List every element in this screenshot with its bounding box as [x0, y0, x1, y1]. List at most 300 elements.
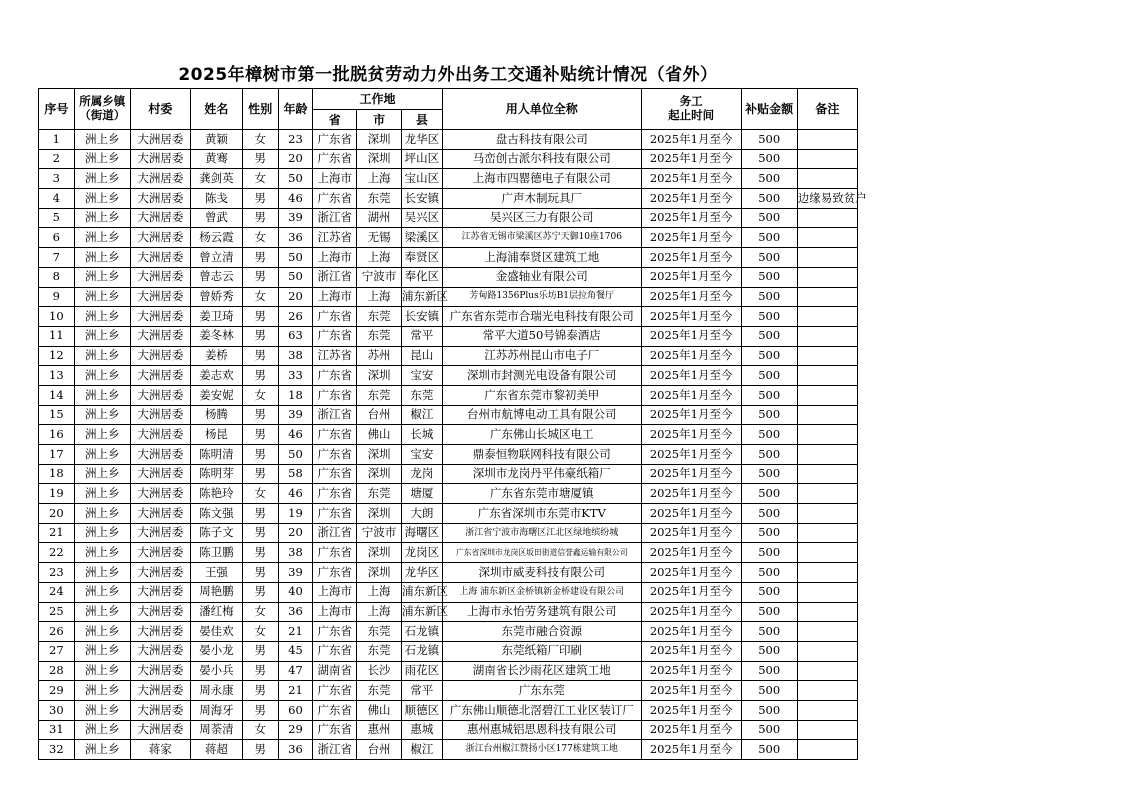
header-village: 村委 — [130, 89, 190, 130]
table-row — [39, 425, 858, 445]
cell-period: 2025年1月至今 — [641, 740, 741, 760]
cell-gender: 男 — [242, 346, 278, 366]
cell-name: 龚剑英 — [190, 169, 242, 189]
header-workplace: 工作地 — [313, 89, 443, 110]
cell-remark — [797, 425, 857, 445]
cell-village: 大洲居委 — [130, 602, 190, 622]
table-row — [39, 484, 858, 504]
cell-age: 39 — [278, 563, 313, 583]
cell-name: 王强 — [190, 563, 242, 583]
cell-subsidy: 500 — [741, 543, 797, 563]
cell-age: 46 — [278, 189, 313, 209]
cell-city: 上海 — [357, 287, 402, 307]
cell-province: 湖南省 — [313, 661, 357, 681]
cell-age: 18 — [278, 385, 313, 405]
cell-employer: 东莞纸箱厂印刷 — [442, 641, 641, 661]
cell-town: 洲上乡 — [74, 720, 130, 740]
cell-city: 台州 — [357, 740, 402, 760]
cell-name: 曾娇秀 — [190, 287, 242, 307]
cell-subsidy: 500 — [741, 169, 797, 189]
cell-gender: 男 — [242, 307, 278, 327]
cell-county: 石龙镇 — [402, 622, 443, 642]
cell-name: 曾武 — [190, 208, 242, 228]
cell-age: 39 — [278, 208, 313, 228]
header-employer: 用人单位全称 — [442, 89, 641, 130]
cell-gender: 男 — [242, 464, 278, 484]
cell-remark — [797, 602, 857, 622]
cell-city: 宁波市 — [357, 267, 402, 287]
cell-town: 洲上乡 — [74, 228, 130, 248]
cell-subsidy: 500 — [741, 189, 797, 209]
cell-county: 常平 — [402, 681, 443, 701]
cell-employer: 广东省深圳市龙岗区坂田街道信誉鑫运输有限公司 — [442, 543, 641, 563]
cell-village: 大洲居委 — [130, 228, 190, 248]
cell-period: 2025年1月至今 — [641, 149, 741, 169]
cell-age: 46 — [278, 425, 313, 445]
cell-county: 塘厦 — [402, 484, 443, 504]
cell-county: 浦东新区 — [402, 602, 443, 622]
cell-village: 大洲居委 — [130, 681, 190, 701]
cell-age: 20 — [278, 149, 313, 169]
cell-employer: 广声木制玩具厂 — [442, 189, 641, 209]
cell-period: 2025年1月至今 — [641, 661, 741, 681]
table-row — [39, 326, 858, 346]
cell-subsidy: 500 — [741, 563, 797, 583]
cell-age: 21 — [278, 681, 313, 701]
cell-seq: 32 — [39, 740, 75, 760]
table-row — [39, 700, 858, 720]
cell-county: 宝安 — [402, 445, 443, 465]
cell-subsidy: 500 — [741, 130, 797, 150]
cell-remark — [797, 740, 857, 760]
cell-remark — [797, 248, 857, 268]
table-row — [39, 248, 858, 268]
cell-province: 广东省 — [313, 149, 357, 169]
cell-town: 洲上乡 — [74, 445, 130, 465]
cell-village: 大洲居委 — [130, 267, 190, 287]
cell-gender: 女 — [242, 228, 278, 248]
cell-town: 洲上乡 — [74, 425, 130, 445]
cell-remark — [797, 681, 857, 701]
cell-remark — [797, 464, 857, 484]
cell-town: 洲上乡 — [74, 563, 130, 583]
cell-village: 大洲居委 — [130, 346, 190, 366]
cell-city: 深圳 — [357, 543, 402, 563]
cell-seq: 19 — [39, 484, 75, 504]
cell-period: 2025年1月至今 — [641, 641, 741, 661]
cell-county: 长城 — [402, 425, 443, 445]
cell-period: 2025年1月至今 — [641, 602, 741, 622]
cell-subsidy: 500 — [741, 267, 797, 287]
cell-subsidy: 500 — [741, 307, 797, 327]
cell-province: 广东省 — [313, 681, 357, 701]
cell-province: 广东省 — [313, 720, 357, 740]
cell-employer: 广东省东莞市黎初美甲 — [442, 385, 641, 405]
cell-city: 东莞 — [357, 622, 402, 642]
table-row — [39, 602, 858, 622]
cell-employer: 上海市四罂德电子有限公司 — [442, 169, 641, 189]
cell-county: 龙华区 — [402, 563, 443, 583]
cell-city: 深圳 — [357, 504, 402, 524]
cell-seq: 2 — [39, 149, 75, 169]
cell-province: 广东省 — [313, 464, 357, 484]
cell-employer: 深圳市龙岗丹平伟豪纸箱厂 — [442, 464, 641, 484]
cell-city: 惠州 — [357, 720, 402, 740]
cell-town: 洲上乡 — [74, 622, 130, 642]
cell-seq: 30 — [39, 700, 75, 720]
cell-city: 无锡 — [357, 228, 402, 248]
cell-province: 广东省 — [313, 641, 357, 661]
cell-subsidy: 500 — [741, 425, 797, 445]
table-row — [39, 169, 858, 189]
cell-seq: 18 — [39, 464, 75, 484]
cell-village: 大洲居委 — [130, 543, 190, 563]
cell-province: 广东省 — [313, 130, 357, 150]
cell-city: 深圳 — [357, 563, 402, 583]
cell-seq: 10 — [39, 307, 75, 327]
page-title: 2025年樟树市第一批脱贫劳动力外出务工交通补贴统计情况（省外） — [178, 65, 718, 85]
cell-age: 50 — [278, 169, 313, 189]
header-gender: 性别 — [242, 89, 278, 130]
cell-age: 19 — [278, 504, 313, 524]
cell-town: 洲上乡 — [74, 307, 130, 327]
cell-seq: 22 — [39, 543, 75, 563]
cell-name: 陈明清 — [190, 445, 242, 465]
cell-remark — [797, 307, 857, 327]
cell-village: 大洲居委 — [130, 189, 190, 209]
cell-city: 东莞 — [357, 385, 402, 405]
cell-county: 奉贤区 — [402, 248, 443, 268]
cell-county: 长安镇 — [402, 307, 443, 327]
cell-town: 洲上乡 — [74, 405, 130, 425]
table-row — [39, 681, 858, 701]
cell-province: 广东省 — [313, 484, 357, 504]
cell-name: 姜卫琦 — [190, 307, 242, 327]
cell-village: 大洲居委 — [130, 641, 190, 661]
cell-town: 洲上乡 — [74, 189, 130, 209]
cell-gender: 男 — [242, 366, 278, 386]
cell-age: 21 — [278, 622, 313, 642]
header-county: 县 — [402, 110, 443, 130]
cell-seq: 28 — [39, 661, 75, 681]
cell-village: 大洲居委 — [130, 622, 190, 642]
cell-gender: 女 — [242, 484, 278, 504]
cell-subsidy: 500 — [741, 602, 797, 622]
cell-gender: 男 — [242, 189, 278, 209]
table-row — [39, 130, 858, 150]
cell-remark — [797, 208, 857, 228]
cell-name: 陈明芽 — [190, 464, 242, 484]
cell-age: 46 — [278, 484, 313, 504]
cell-period: 2025年1月至今 — [641, 484, 741, 504]
table-row — [39, 523, 858, 543]
cell-province: 广东省 — [313, 543, 357, 563]
cell-subsidy: 500 — [741, 504, 797, 524]
cell-name: 黄骞 — [190, 149, 242, 169]
cell-period: 2025年1月至今 — [641, 504, 741, 524]
cell-seq: 11 — [39, 326, 75, 346]
cell-gender: 男 — [242, 700, 278, 720]
cell-subsidy: 500 — [741, 405, 797, 425]
cell-age: 40 — [278, 582, 313, 602]
cell-gender: 女 — [242, 385, 278, 405]
cell-subsidy: 500 — [741, 523, 797, 543]
table-row — [39, 405, 858, 425]
cell-seq: 25 — [39, 602, 75, 622]
cell-subsidy: 500 — [741, 208, 797, 228]
cell-city: 上海 — [357, 602, 402, 622]
cell-employer: 马峦创古派尔科技有限公司 — [442, 149, 641, 169]
cell-remark — [797, 130, 857, 150]
cell-subsidy: 500 — [741, 740, 797, 760]
cell-seq: 21 — [39, 523, 75, 543]
cell-age: 39 — [278, 405, 313, 425]
cell-name: 晏小龙 — [190, 641, 242, 661]
cell-county: 海曙区 — [402, 523, 443, 543]
cell-province: 浙江省 — [313, 523, 357, 543]
cell-employer: 广东佛山顺德北滘碧江工业区装订厂 — [442, 700, 641, 720]
cell-province: 浙江省 — [313, 267, 357, 287]
cell-period: 2025年1月至今 — [641, 326, 741, 346]
cell-seq: 29 — [39, 681, 75, 701]
cell-city: 东莞 — [357, 641, 402, 661]
cell-period: 2025年1月至今 — [641, 130, 741, 150]
cell-age: 50 — [278, 445, 313, 465]
cell-seq: 12 — [39, 346, 75, 366]
cell-county: 椒江 — [402, 405, 443, 425]
table-row — [39, 149, 858, 169]
cell-seq: 17 — [39, 445, 75, 465]
cell-gender: 女 — [242, 622, 278, 642]
cell-town: 洲上乡 — [74, 661, 130, 681]
cell-period: 2025年1月至今 — [641, 582, 741, 602]
cell-age: 33 — [278, 366, 313, 386]
table-row — [39, 661, 858, 681]
cell-county: 宝山区 — [402, 169, 443, 189]
cell-age: 36 — [278, 740, 313, 760]
cell-city: 深圳 — [357, 366, 402, 386]
header-period: 务工 起止时间 — [641, 89, 741, 130]
cell-province: 浙江省 — [313, 740, 357, 760]
cell-city: 东莞 — [357, 307, 402, 327]
cell-period: 2025年1月至今 — [641, 228, 741, 248]
cell-name: 姜安妮 — [190, 385, 242, 405]
cell-city: 东莞 — [357, 326, 402, 346]
cell-town: 洲上乡 — [74, 484, 130, 504]
cell-gender: 男 — [242, 582, 278, 602]
cell-village: 大洲居委 — [130, 366, 190, 386]
cell-town: 洲上乡 — [74, 504, 130, 524]
cell-employer: 湖南省长沙雨花区建筑工地 — [442, 661, 641, 681]
cell-village: 大洲居委 — [130, 169, 190, 189]
table-row — [39, 307, 858, 327]
cell-city: 上海 — [357, 248, 402, 268]
table-row — [39, 582, 858, 602]
cell-name: 姜桥 — [190, 346, 242, 366]
cell-age: 38 — [278, 346, 313, 366]
cell-employer: 广东东莞 — [442, 681, 641, 701]
cell-age: 58 — [278, 464, 313, 484]
table-row — [39, 504, 858, 524]
cell-name: 晏佳欢 — [190, 622, 242, 642]
cell-province: 浙江省 — [313, 208, 357, 228]
cell-gender: 男 — [242, 740, 278, 760]
cell-seq: 8 — [39, 267, 75, 287]
cell-city: 上海 — [357, 169, 402, 189]
cell-village: 大洲居委 — [130, 720, 190, 740]
cell-gender: 男 — [242, 267, 278, 287]
cell-remark — [797, 267, 857, 287]
cell-subsidy: 500 — [741, 346, 797, 366]
cell-city: 深圳 — [357, 445, 402, 465]
cell-remark — [797, 563, 857, 583]
cell-employer: 广东省深圳市东莞市KTV — [442, 504, 641, 524]
cell-village: 大洲居委 — [130, 445, 190, 465]
cell-village: 蒋家 — [130, 740, 190, 760]
table-row — [39, 267, 858, 287]
cell-town: 洲上乡 — [74, 582, 130, 602]
cell-county: 石龙镇 — [402, 641, 443, 661]
cell-gender: 男 — [242, 149, 278, 169]
cell-employer: 广东省东莞市塘厦镇 — [442, 484, 641, 504]
cell-age: 20 — [278, 523, 313, 543]
table-row — [39, 385, 858, 405]
cell-city: 东莞 — [357, 681, 402, 701]
cell-city: 东莞 — [357, 189, 402, 209]
cell-subsidy: 500 — [741, 149, 797, 169]
cell-city: 深圳 — [357, 130, 402, 150]
cell-employer: 台州市航博电动工具有限公司 — [442, 405, 641, 425]
cell-city: 湖州 — [357, 208, 402, 228]
cell-village: 大洲居委 — [130, 504, 190, 524]
cell-village: 大洲居委 — [130, 484, 190, 504]
header-age: 年龄 — [278, 89, 313, 130]
table-body — [39, 130, 867, 760]
cell-age: 29 — [278, 720, 313, 740]
table-row — [39, 622, 858, 642]
table-row — [39, 720, 858, 740]
cell-remark — [797, 385, 857, 405]
cell-remark — [797, 700, 857, 720]
cell-name: 陈子文 — [190, 523, 242, 543]
cell-province: 上海市 — [313, 248, 357, 268]
cell-town: 洲上乡 — [74, 385, 130, 405]
cell-province: 广东省 — [313, 385, 357, 405]
cell-village: 大洲居委 — [130, 326, 190, 346]
cell-age: 63 — [278, 326, 313, 346]
cell-age: 36 — [278, 228, 313, 248]
table-row — [39, 287, 858, 307]
cell-name: 姜冬林 — [190, 326, 242, 346]
cell-subsidy: 500 — [741, 248, 797, 268]
cell-gender: 男 — [242, 326, 278, 346]
cell-village: 大洲居委 — [130, 248, 190, 268]
cell-city: 上海 — [357, 582, 402, 602]
cell-name: 曾立清 — [190, 248, 242, 268]
cell-age: 60 — [278, 700, 313, 720]
cell-remark — [797, 484, 857, 504]
header-province: 省 — [313, 110, 357, 130]
table-row — [39, 346, 858, 366]
cell-town: 洲上乡 — [74, 700, 130, 720]
cell-employer: 吴兴区三力有限公司 — [442, 208, 641, 228]
cell-county: 椒江 — [402, 740, 443, 760]
cell-town: 洲上乡 — [74, 326, 130, 346]
cell-name: 潘红梅 — [190, 602, 242, 622]
cell-town: 洲上乡 — [74, 464, 130, 484]
cell-remark — [797, 228, 857, 248]
cell-seq: 20 — [39, 504, 75, 524]
cell-period: 2025年1月至今 — [641, 208, 741, 228]
cell-employer: 广东省东莞市合瑞光电科技有限公司 — [442, 307, 641, 327]
cell-village: 大洲居委 — [130, 405, 190, 425]
cell-name: 曾志云 — [190, 267, 242, 287]
cell-county: 顺德区 — [402, 700, 443, 720]
cell-county: 龙岗 — [402, 464, 443, 484]
cell-county: 宝安 — [402, 366, 443, 386]
cell-province: 广东省 — [313, 622, 357, 642]
cell-gender: 男 — [242, 681, 278, 701]
table-row — [39, 366, 858, 386]
cell-seq: 26 — [39, 622, 75, 642]
cell-remark — [797, 523, 857, 543]
cell-seq: 7 — [39, 248, 75, 268]
cell-subsidy: 500 — [741, 661, 797, 681]
cell-seq: 31 — [39, 720, 75, 740]
cell-period: 2025年1月至今 — [641, 681, 741, 701]
cell-county: 奉化区 — [402, 267, 443, 287]
cell-seq: 23 — [39, 563, 75, 583]
cell-period: 2025年1月至今 — [641, 720, 741, 740]
cell-village: 大洲居委 — [130, 582, 190, 602]
cell-village: 大洲居委 — [130, 208, 190, 228]
cell-province: 上海市 — [313, 582, 357, 602]
cell-age: 45 — [278, 641, 313, 661]
cell-province: 江苏省 — [313, 346, 357, 366]
cell-subsidy: 500 — [741, 228, 797, 248]
cell-seq: 3 — [39, 169, 75, 189]
cell-county: 长安镇 — [402, 189, 443, 209]
cell-town: 洲上乡 — [74, 681, 130, 701]
cell-county: 东莞 — [402, 385, 443, 405]
header-seq: 序号 — [39, 89, 75, 130]
cell-county: 浦东新区 — [402, 287, 443, 307]
cell-province: 广东省 — [313, 326, 357, 346]
cell-age: 38 — [278, 543, 313, 563]
cell-employer: 上海 浦东新区金桥镇新金桥建设有限公司 — [442, 582, 641, 602]
cell-city: 佛山 — [357, 425, 402, 445]
cell-seq: 14 — [39, 385, 75, 405]
cell-employer: 浙江台州椒江赞扬小区177栋建筑工地 — [442, 740, 641, 760]
cell-gender: 女 — [242, 720, 278, 740]
header-city: 市 — [357, 110, 402, 130]
cell-remark — [797, 661, 857, 681]
cell-town: 洲上乡 — [74, 602, 130, 622]
cell-city: 深圳 — [357, 149, 402, 169]
cell-gender: 女 — [242, 602, 278, 622]
cell-province: 上海市 — [313, 287, 357, 307]
cell-remark — [797, 582, 857, 602]
cell-gender: 男 — [242, 445, 278, 465]
cell-remark — [797, 287, 857, 307]
cell-name: 周永康 — [190, 681, 242, 701]
cell-employer: 鼎泰恒物联网科技有限公司 — [442, 445, 641, 465]
table-row — [39, 228, 858, 248]
cell-seq: 16 — [39, 425, 75, 445]
cell-county: 龙华区 — [402, 130, 443, 150]
cell-period: 2025年1月至今 — [641, 267, 741, 287]
header-name: 姓名 — [190, 89, 242, 130]
